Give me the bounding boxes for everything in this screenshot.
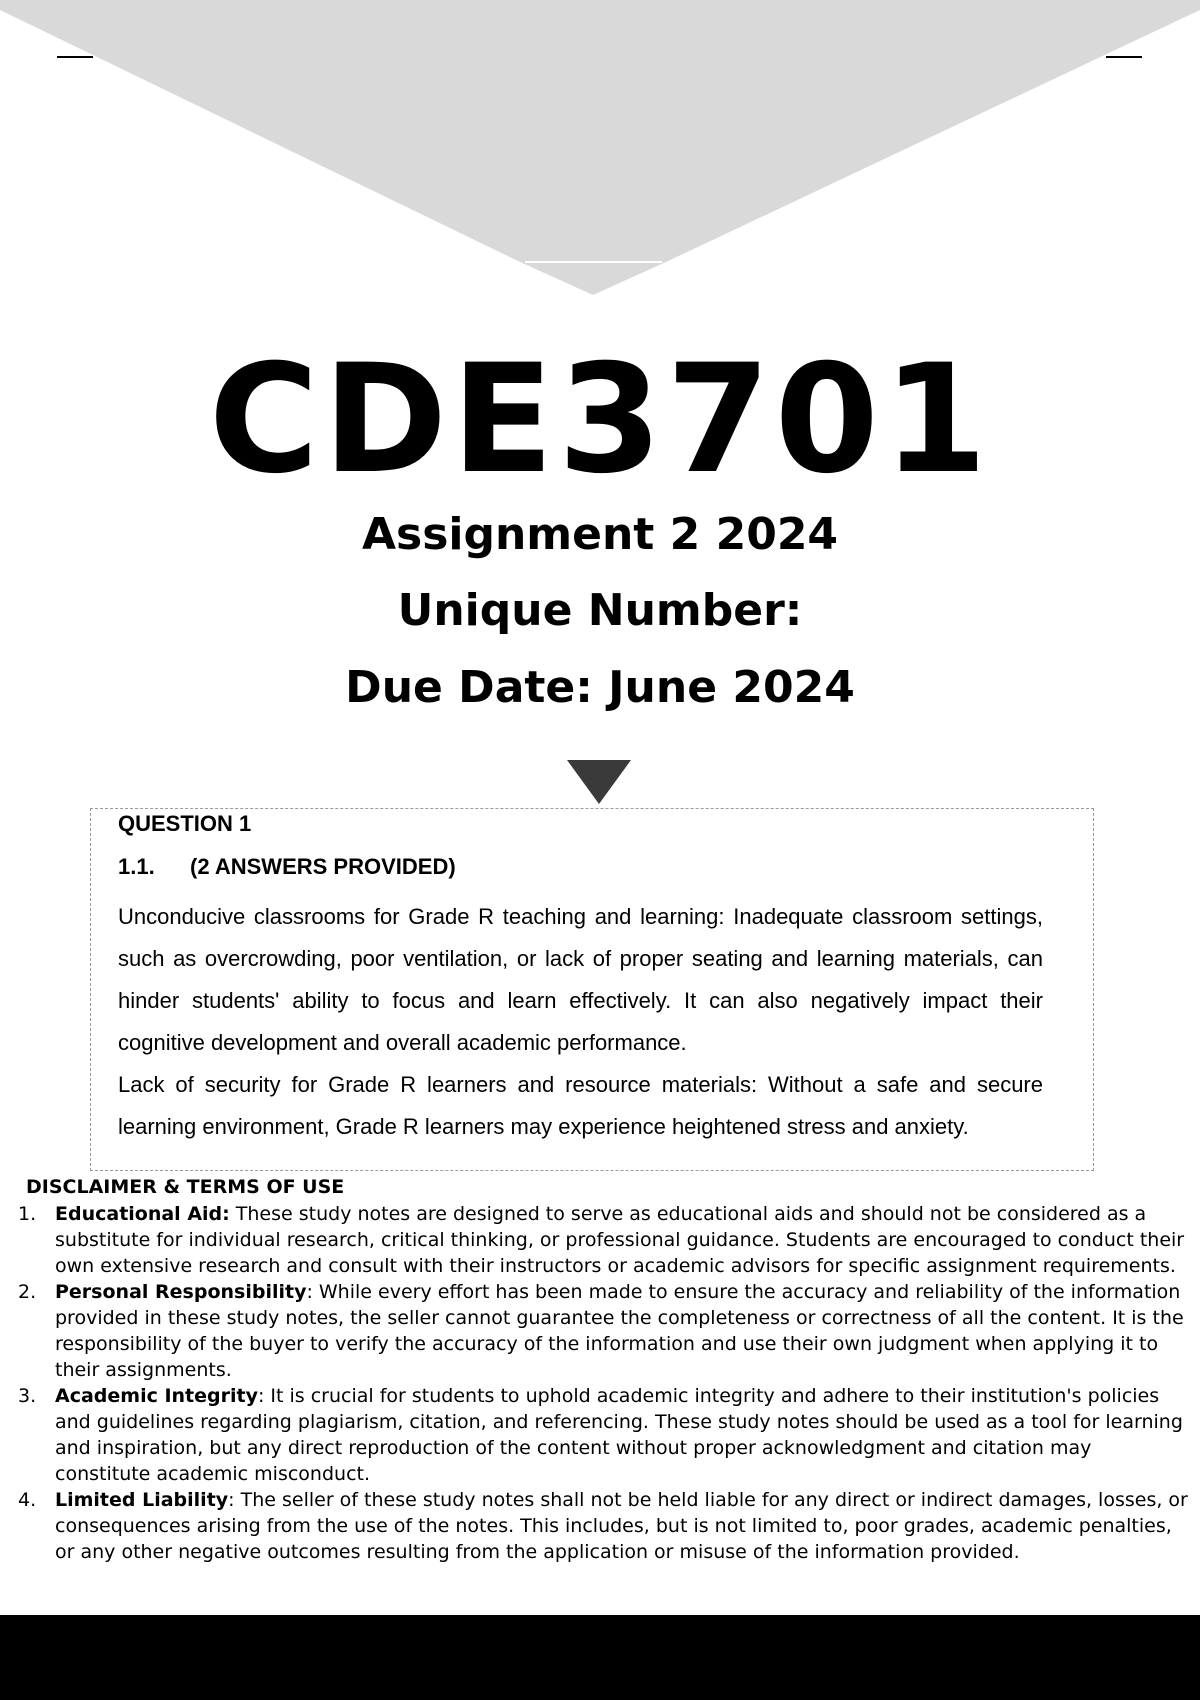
course-code: CDE3701 <box>208 333 992 507</box>
disclaimer-title: DISCLAIMER & TERMS OF USE <box>26 1176 345 1198</box>
disclaimer-item-number: 3. <box>18 1385 37 1407</box>
disclaimer-item-term: Limited Liability <box>55 1489 229 1511</box>
due-date: Due Date: June 2024 <box>345 662 855 713</box>
disclaimer-item-text: These study notes are designed to serve as educational aids and should not be considered as a substitute for individual research, critical thinking, or professional guidance. Students are encouraged to conduct their own extensive research and consult with their instructors or academic advisors for specific assignment requirements. <box>55 1203 1185 1277</box>
disclaimer-item-text: : The seller of these study notes shall not be held liable for any direct or indirect damages, losses, or consequences arising from the use of the notes. This includes, but is not limited to, poor grades, academic penalties, or any other negative outcomes resulting from the application or misuse of the information provided. <box>55 1489 1188 1563</box>
unique-number: Unique Number: <box>397 585 803 636</box>
corner-rule-right <box>1106 56 1142 58</box>
assignment-title: Assignment 2 2024 <box>361 509 839 560</box>
answer-preview-content <box>118 809 1043 1148</box>
question-subheading <box>118 854 1043 880</box>
banner-chevron-shape <box>0 0 1200 295</box>
question-heading: QUESTION 1 <box>118 811 252 836</box>
disclaimer-item <box>18 1487 1188 1565</box>
disclaimer-item <box>18 1383 1188 1487</box>
disclaimer-item-term: Academic Integrity <box>55 1385 258 1407</box>
down-arrow-icon <box>567 760 631 804</box>
header-banner <box>0 0 1200 300</box>
answer-paragraph: Lack of security for Grade R learners and resource materials: Without a safe and secure learning environment, Grade R learners may experience heightened stress and anxiety. <box>118 1072 1043 1139</box>
footer-bar <box>0 1615 1200 1700</box>
disclaimer-item-number: 4. <box>18 1489 37 1511</box>
disclaimer-item-text: : While every effort has been made to ensure the accuracy and reliability of the information provided in these study notes, the seller cannot guarantee the completeness or correctness of all the content. It is the responsibility of the buyer to verify the accuracy of the information and use their own judgment when applying it to their assignments. <box>55 1281 1184 1381</box>
answer-paragraph: Unconducive classrooms for Grade R teaching and learning: Inadequate classroom settings, such as overcrowding, poor ventilation, or lack of proper seating and learning materials, can hinder students' ability to focus and learn effectively. It can also negatively impact their cognitive development and overall academic performance. <box>118 904 1043 1055</box>
disclaimer-item-text: : It is crucial for students to uphold academic integrity and adhere to their institution's policies and guidelines regarding plagiarism, citation, and referencing. These study notes should be used as a tool for learning and inspiration, but any direct reproduction of the content without proper acknowledgment and citation may constitute academic misconduct. <box>55 1385 1183 1485</box>
disclaimer-item-term: Educational Aid: <box>55 1203 230 1225</box>
question-sub-number: 1.1. <box>118 854 155 879</box>
corner-rule-left <box>57 56 93 58</box>
disclaimer-item <box>18 1201 1188 1279</box>
answer-preview-box <box>90 808 1094 1171</box>
disclaimer-item-term: Personal Responsibility <box>55 1281 307 1303</box>
question-sub-label: (2 ANSWERS PROVIDED) <box>190 854 456 879</box>
disclaimer-list <box>18 1201 1188 1565</box>
disclaimer-item-number: 1. <box>18 1203 37 1225</box>
disclaimer-item-number: 2. <box>18 1281 37 1303</box>
disclaimer-item <box>18 1279 1188 1383</box>
